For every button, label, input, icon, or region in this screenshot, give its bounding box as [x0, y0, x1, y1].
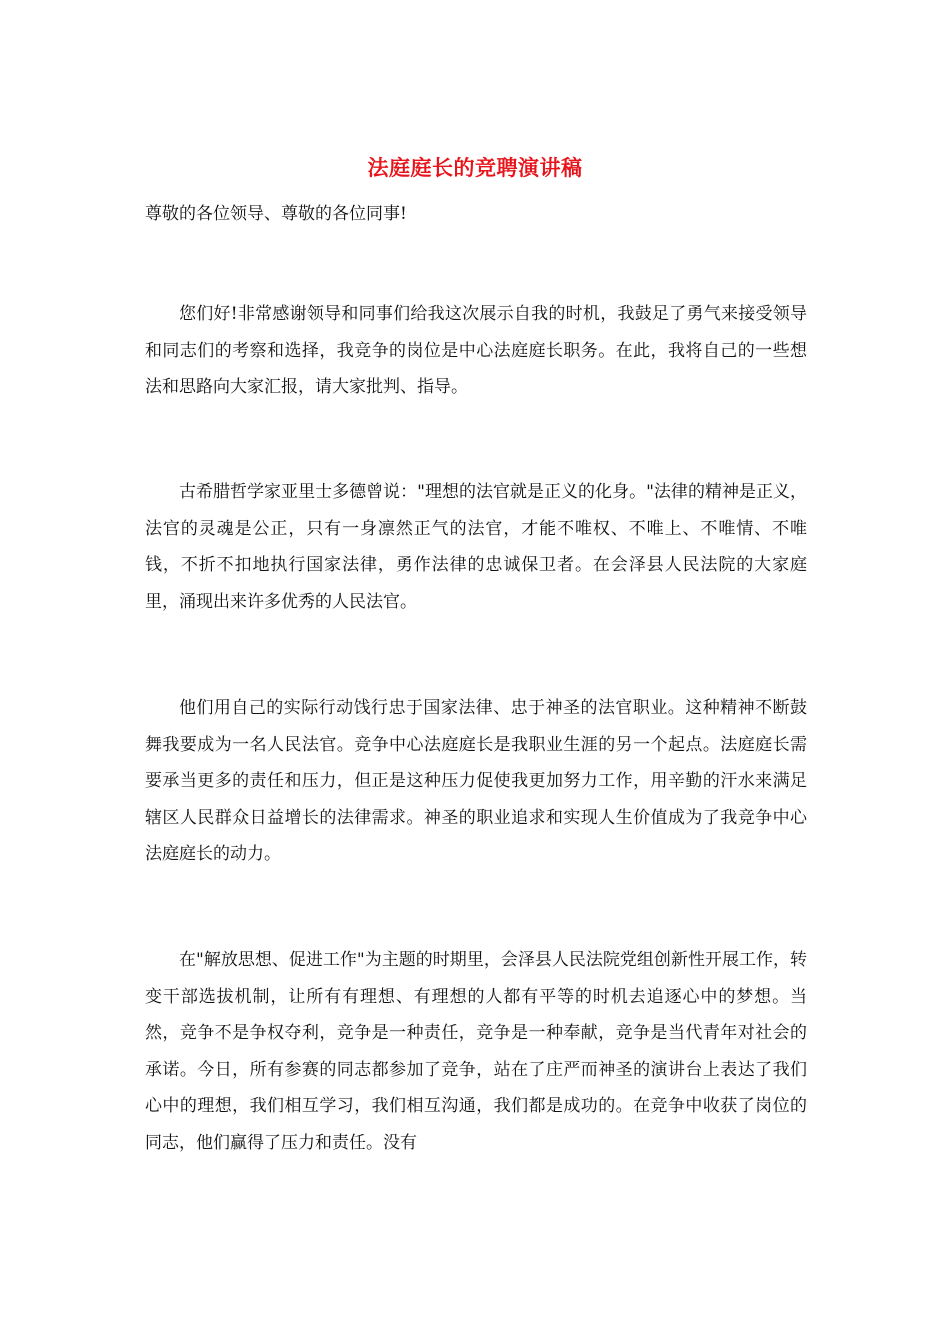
- paragraph-1: 您们好!非常感谢领导和同事们给我这次展示自我的时机，我鼓足了勇气来接受领导和同志们的考察和选择，我竞争的岗位是中心法庭庭长职务。在此，我将自己的一些想法和思路向大家汇报，请大家批判、指导。: [145, 304, 807, 398]
- paragraph-4: 在"解放思想、促进工作"为主题的时期里，会泽县人民法院党组创新性开展工作，转变干部选拔机制，让所有有理想、有理想的人都有平等的时机去追逐心中的梦想。当然，竞争不是争权夺利，竞争是一种责任，竞争是一种奉献，竞争是当代青年对社会的承诺。今日，所有参赛的同志都参加了竞争，站在了庄严而神圣的演讲台上表达了我们心中的理想，我们相互学习，我们相互沟通，我们都是成功的。在竞争中收获了岗位的同志，他们赢得了压力和责任。没有: [145, 950, 807, 1153]
- document-title: 法庭庭长的竞聘演讲稿: [367, 155, 583, 180]
- paragraph-2: 古希腊哲学家亚里士多德曾说："理想的法官就是正义的化身。"法律的精神是正义，法官的灵魂是公正，只有一身凛然正气的法官，才能不唯权、不唯上、不唯情、不唯钱，不折不扣地执行国家法律，勇作法律的忠诚保卫者。在会泽县人民法院的大家庭里，涌现出来许多优秀的人民法官。: [145, 482, 807, 612]
- paragraph-3: 他们用自己的实际行动饯行忠于国家法律、忠于神圣的法官职业。这种精神不断鼓舞我要成为一名人民法官。竞争中心法庭庭长是我职业生涯的另一个起点。法庭庭长需要承当更多的责任和压力，但正是这种压力促使我更加努力工作，用辛勤的汗水来满足辖区人民群众日益增长的法律需求。神圣的职业追求和实现人生价值成为了我竞争中心法庭庭长的动力。: [145, 698, 807, 865]
- salutation: 尊敬的各位领导、尊敬的各位同事!: [145, 204, 407, 224]
